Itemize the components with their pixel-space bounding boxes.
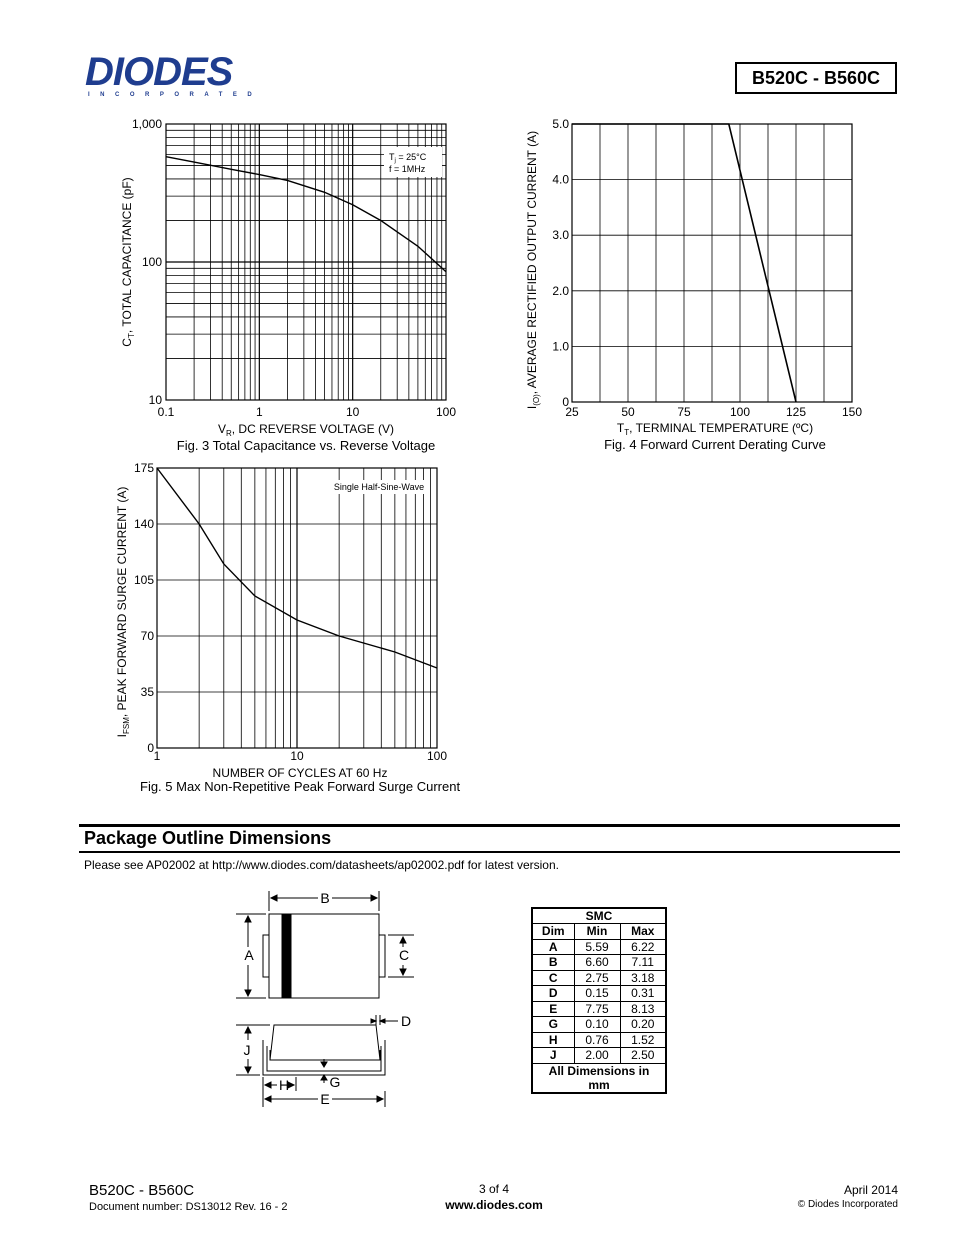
table-cell-min: 5.59 <box>574 939 620 955</box>
table-cell-dim: G <box>532 1017 574 1033</box>
footer-page: 3 of 4 <box>478 1182 510 1196</box>
fig3-ytick: 100 <box>141 255 162 269</box>
fig3-ytick: 10 <box>148 393 162 407</box>
fig4-xtick: 50 <box>621 405 635 419</box>
section-title: Package Outline Dimensions <box>84 828 332 848</box>
table-row <box>532 1048 666 1064</box>
table-cell-min: 6.60 <box>574 955 620 971</box>
fig5-ytick: 175 <box>133 461 154 475</box>
section-rule-bottom <box>79 851 900 853</box>
table-footer: All Dimensions in mm <box>532 1063 666 1093</box>
fig3-xlabel-main: V <box>217 422 226 436</box>
table-row <box>532 970 666 986</box>
fig3-ytick: 1,000 <box>131 117 162 131</box>
table-cell-dim: H <box>532 1032 574 1048</box>
fig5-ytick: 0 <box>147 741 154 755</box>
table-row <box>532 939 666 955</box>
fig4-xlabel-rest: , TERMINAL TEMPERATURE (ºC) <box>629 421 814 435</box>
part-number-box: B520C - B560C <box>735 62 897 94</box>
table-row <box>532 1032 666 1048</box>
fig3-annotation-line2: f = 1MHz <box>389 164 426 174</box>
fig3-ylabel <box>120 177 136 346</box>
dim-label-e: E <box>320 1091 330 1107</box>
fig5-ytick: 105 <box>133 573 154 587</box>
fig3-xlabel-rest: , DC REVERSE VOLTAGE (V) <box>231 422 395 436</box>
table-cell-dim: A <box>532 939 574 955</box>
cathode-band <box>282 914 291 998</box>
fig3-xlabel-sub: R <box>225 429 232 438</box>
table-cell-max: 1.52 <box>620 1032 666 1048</box>
dim-label-b: B <box>320 890 330 906</box>
table-cell-dim: E <box>532 1001 574 1017</box>
dim-label-d: D <box>400 1013 412 1029</box>
fig4-xlabel <box>617 421 813 437</box>
table-cell-max: 3.18 <box>620 970 666 986</box>
fig5-caption: Fig. 5 Max Non-Repetitive Peak Forward Surge Current <box>140 779 461 794</box>
table-cell-max: 0.20 <box>620 1017 666 1033</box>
fig3-ylabel-rest: , TOTAL CAPACITANCE (pF) <box>120 177 134 334</box>
table-cell-max: 7.11 <box>620 955 666 971</box>
dim-label-a: A <box>244 947 254 963</box>
fig5-xtick: 10 <box>290 749 304 763</box>
lead-right <box>379 935 385 977</box>
table-row <box>532 986 666 1002</box>
lead-left <box>263 935 269 977</box>
footer-center <box>400 1182 588 1212</box>
fig5-chart <box>115 461 447 780</box>
fig4-xtick: 125 <box>785 405 807 419</box>
table-cell-max: 8.13 <box>620 1001 666 1017</box>
footer-right <box>740 1183 898 1210</box>
table-cell-min: 0.15 <box>574 986 620 1002</box>
footer-part: B520C - B560C <box>89 1182 195 1199</box>
fig3-xtick: 0.1 <box>157 405 175 419</box>
table-row <box>532 1001 666 1017</box>
fig5-ylabel-sub: FSM <box>122 717 131 735</box>
fig4-xtick: 150 <box>841 405 863 419</box>
table-cell-max: 0.31 <box>620 986 666 1002</box>
fig5-xlabel: NUMBER OF CYCLES AT 60 Hz <box>212 766 388 780</box>
table-row <box>532 955 666 971</box>
fig5-annotation: Single Half-Sine-Wave <box>333 482 425 492</box>
table-header-max: Max <box>620 924 666 940</box>
footer-url[interactable]: www.diodes.com <box>445 1198 543 1212</box>
fig3-xlabel <box>218 422 394 438</box>
footer-copyright: © Diodes Incorporated <box>797 1199 898 1210</box>
fig4-ytick: 0 <box>562 395 569 409</box>
fig5-ytick: 70 <box>140 629 154 643</box>
fig4-ylabel-rest: , AVERAGE RECTIFIED OUTPUT CURRENT (A) <box>525 130 539 395</box>
table-cell-min: 0.76 <box>574 1032 620 1048</box>
table-cell-dim: C <box>532 970 574 986</box>
logo-subtext: INCORPORATED <box>88 92 263 98</box>
fig4-ylabel-main: I <box>525 405 539 410</box>
table-cell-min: 2.00 <box>574 1048 620 1064</box>
fig3-annotation-j: j <box>394 158 396 164</box>
footer-left <box>89 1182 288 1213</box>
table-cell-min: 0.10 <box>574 1017 620 1033</box>
table-cell-dim: B <box>532 955 574 971</box>
table-cell-max: 6.22 <box>620 939 666 955</box>
fig4-ytick: 4.0 <box>552 172 569 187</box>
dim-label-j: J <box>243 1042 251 1058</box>
fig4-chart <box>525 117 862 437</box>
table-row <box>532 1017 666 1033</box>
fig4-caption: Fig. 4 Forward Current Derating Curve <box>604 437 826 452</box>
fig4-xlabel-main: T <box>616 421 625 435</box>
fig5-xtick: 1 <box>153 749 161 763</box>
footer-date: April 2014 <box>843 1183 898 1197</box>
fig5-ylabel-rest: , PEAK FORWARD SURGE CURRENT (A) <box>115 486 129 718</box>
fig5-ytick: 35 <box>140 685 154 699</box>
fig3-xtick: 10 <box>345 405 360 419</box>
fig3-annotation-rest: = 25°C <box>395 152 427 162</box>
fig3-xtick: 100 <box>435 405 457 419</box>
fig4-ylabel-sub: (O) <box>532 394 541 406</box>
table-package-name: SMC <box>532 908 666 924</box>
fig5-ytick: 140 <box>133 517 154 531</box>
table-cell-min: 2.75 <box>574 970 620 986</box>
fig5-ylabel-main: I <box>115 734 129 738</box>
fig4-xtick: 75 <box>677 405 691 419</box>
section-rule-top <box>79 824 900 827</box>
fig5-xtick: 100 <box>426 749 448 763</box>
fig3-ylabel-sub: T <box>127 333 136 339</box>
dim-label-c: C <box>398 947 410 963</box>
table-cell-dim: D <box>532 986 574 1002</box>
dimensions-table <box>531 907 667 1094</box>
fig4-ylabel <box>525 131 541 409</box>
table-header-dim: Dim <box>532 924 574 940</box>
fig5-ylabel <box>115 487 131 738</box>
table-body <box>532 939 666 1063</box>
table-cell-min: 7.75 <box>574 1001 620 1017</box>
fig3-annotation-t: T <box>389 152 395 162</box>
table-header-min: Min <box>574 924 620 940</box>
fig3-chart <box>120 117 456 438</box>
fig4-xtick: 25 <box>565 405 579 419</box>
fig4-ytick: 3.0 <box>552 228 569 243</box>
dim-label-g: G <box>329 1074 341 1090</box>
fig3-caption: Fig. 3 Total Capacitance vs. Reverse Voltage <box>176 438 436 453</box>
table-cell-max: 2.50 <box>620 1048 666 1064</box>
table-cell-dim: J <box>532 1048 574 1064</box>
fig3-ylabel-main: C <box>120 338 134 347</box>
package-body-side <box>270 1025 380 1060</box>
section-note: Please see AP02002 at http://www.diodes.com/datasheets/ap02002.pdf for latest version. <box>84 858 559 872</box>
fig4-ytick: 5.0 <box>552 117 569 131</box>
package-outline-drawing <box>230 885 420 1115</box>
dim-label-h: H <box>278 1077 290 1093</box>
fig4-ytick: 1.0 <box>552 339 569 354</box>
footer-document-number: Document number: DS13012 Rev. 16 - 2 <box>89 1201 288 1213</box>
fig4-ytick: 2.0 <box>552 283 569 298</box>
fig4-xlabel-sub: T <box>624 428 630 437</box>
fig4-xtick: 100 <box>729 405 751 419</box>
logo-wordmark: DIODES <box>85 52 233 94</box>
fig3-xtick: 1 <box>255 405 263 419</box>
